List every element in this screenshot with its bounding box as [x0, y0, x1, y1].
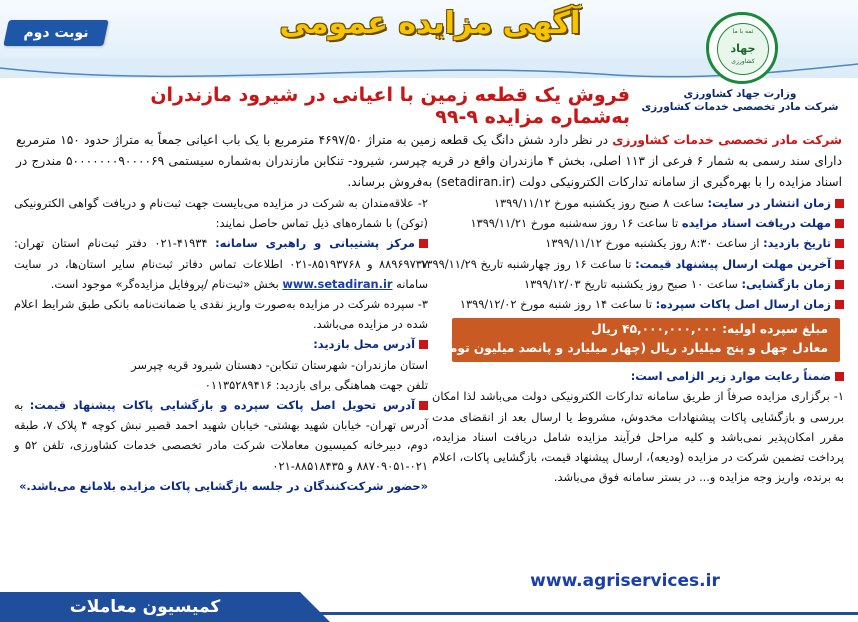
square-bullet-icon — [835, 372, 844, 381]
delivery-address: آدرس تهران- خیابان شهید بهشتی- خیابان شهید احمد قصیر نبش کوچه ۴ پلاک ۷، طبقه دوم، دبیرخانه کمیسیون معاملات شرکت مادر تخصصی خدمات کشاورزی، تلفن ۵۲ و ۰۲۱-۸۸۷۰۹۰۵۱ و ۸۸۵۱۸۴۳۵-۰۲۱ — [14, 418, 429, 473]
jahad-logo — [706, 12, 778, 84]
round-badge-label: نوبت دوم — [23, 25, 89, 41]
notice-subtitle: فروش یک قطعه زمین با اعیانی در شیرود مازندران به‌شماره مزایده ۹-۹۹ — [150, 84, 630, 128]
company-name: شرکت مادر تخصصی خدمات کشاورزی — [612, 133, 842, 147]
logo-main-text: جهاد — [730, 42, 756, 55]
ministry-name — [640, 88, 840, 114]
setadiran-link[interactable]: www.setadiran.ir — [282, 276, 393, 291]
visit-address-heading-row — [14, 334, 428, 354]
ministry-line-1: وزارت جهاد کشاورزی — [683, 88, 797, 100]
square-bullet-icon — [835, 239, 844, 248]
square-bullet-icon — [835, 219, 844, 228]
support-suffix: بخش «ثبت‌نام /پروفایل مزایده‌گر» موجود است. — [50, 276, 283, 291]
logo-top-text: ﺛﻤﻪ با ﻣﺎ — [732, 28, 754, 35]
schedule-row: زمان بازگشایی: ساعت ۱۰ صبح روز یکشنبه تاریخ ۱۳۹۹/۱۲/۰۳ — [432, 274, 844, 294]
closing-note: «حضور شرکت‌کنندگان در جلسه بازگشایی پاکات مزایده بلامانع می‌باشد.» — [19, 478, 428, 493]
deposit-words: معادل چهل و پنج میلیارد ریال (چهار میلیارد و پانصد میلیون تومان) — [429, 341, 828, 356]
schedule-column — [420, 193, 844, 487]
square-bullet-icon — [419, 340, 428, 349]
support-text: ۴۱۹۳۴-۰۲۱ دفتر ثبت‌نام استان تهران: ۸۸۹۶۹۷۳۷ و ۸۵۱۹۳۷۶۸-۰۲۱ اطلاعات تماس دفاتر ثبت‌نام سایر استان‌ها، در سایت سامانه — [14, 236, 428, 291]
support-paragraph — [14, 233, 428, 294]
round-badge — [3, 20, 109, 46]
notes-heading: ضمناً رعایت موارد زیر الزامی است: — [630, 369, 831, 384]
notes-heading-row — [432, 366, 844, 386]
deposit-box — [429, 318, 840, 362]
square-bullet-icon — [835, 260, 844, 269]
deposit-amount: مبلغ سپرده اولیه: ۴۵,۰۰۰,۰۰۰,۰۰۰ ریال — [591, 322, 828, 337]
schedule-row: مهلت دریافت اسناد مزایده تا ساعت ۱۶ روز سه‌شنبه مورخ ۱۳۹۹/۱۱/۲۱ — [432, 213, 844, 233]
schedule-row: تاریخ بازدید: از ساعت ۸:۳۰ روز یکشنبه مورخ ۱۳۹۹/۱۱/۱۲ — [432, 233, 844, 253]
square-bullet-icon — [835, 199, 844, 208]
schedule-row: زمان انتشار در سایت: ساعت ۸ صبح روز یکشنبه مورخ ۱۳۹۹/۱۱/۱۲ — [432, 193, 844, 213]
square-bullet-icon — [835, 300, 844, 309]
commission-label: کمیسیون معاملات — [69, 597, 221, 617]
schedule-row: آخرین مهلت ارسال پیشنهاد قیمت: تا ساعت ۱۶ روز چهارشنبه تاریخ ۱۳۹۹/۱۱/۲۹ — [432, 254, 844, 274]
note-item-2: ۲- علاقه‌مندان به شرکت در مزایده می‌بایست جهت ثبت‌نام و دریافت گواهی الکترونیکی (توکن) با شماره‌های ذیل تماس حاصل نمایند: — [14, 196, 428, 231]
agriservices-link[interactable]: www.agriservices.ir — [530, 571, 720, 591]
support-label: مرکز پشتیبانی و راهبری سامانه: — [215, 236, 415, 251]
logo-emblem-icon — [717, 23, 769, 75]
square-bullet-icon — [419, 239, 428, 248]
visit-address: استان مازندران- شهرستان تنکابن- دهستان شیرود قریه چپرسر — [131, 357, 428, 372]
ministry-line-2: شرکت مادر تخصصی خدمات کشاورزی — [641, 101, 839, 113]
intro-paragraph — [16, 130, 842, 193]
note-item-1: ۱- برگزاری مزایده صرفاً از طریق سامانه تدارکات الکترونیکی دولت می‌باشد لذا امکان بررسی و بازگشایی پاکات پیشنهادات مخدوش، مشروط یا ارسال بعد از انقضای مدت مقرر امکان‌پذیر نمی‌باشد و کلیه مراحل فرآیند مزایده شامل دریافت اسناد مزایده، پرداخت تضمین شرکت در مزایده (ودیعه)، ارسال پیشنهاد قیمت، بازگشایی پاکات، اعلام به برنده، واریز وجه مزایده و... در بستر سامانه فوق می‌باشد. — [432, 389, 844, 485]
square-bullet-icon — [835, 280, 844, 289]
notice-title: آگهی مزایده عمومی — [279, 6, 581, 41]
note-item-3: ۳- سپرده شرکت در مزایده به‌صورت واریز نقدی یا ضمانت‌نامه بانکی طبق شرایط اعلام شده در مزایده می‌باشد. — [14, 297, 428, 332]
delivery-prefix: به — [14, 398, 30, 413]
contact-column — [14, 193, 428, 496]
delivery-label: آدرس تحویل اصل پاکت سپرده و بازگشایی پاکات پیشنهاد قیمت: — [29, 398, 415, 413]
delivery-paragraph — [14, 395, 428, 476]
square-bullet-icon — [419, 401, 428, 410]
schedule-row: زمان ارسال اصل پاکات سپرده: تا ساعت ۱۴ روز شنبه مورخ ۱۳۹۹/۱۲/۰۲ — [432, 294, 844, 314]
visit-address-label: آدرس محل بازدید: — [313, 337, 415, 352]
footer-divider — [320, 612, 858, 615]
logo-bottom-text: کشاورزی — [731, 58, 755, 65]
visit-phone: تلفن جهت هماهنگی برای بازدید: ۰۱۱۳۵۲۸۹۴۱۶ — [204, 377, 428, 392]
intro-text: در نظر دارد شش دانگ یک قطعه زمین به متراژ ۴۶۹۷/۵۰ مترمربع با یک باب اعیانی جمعاً به متراژ حدود ۱۵۰ مترمربع دارای سند رسمی به شمار ۶ فرعی از ۱۱۳ اصلی، بخش ۴ مازندران واقع در قریه چپرسر، شیرود- تنکابن مازندران به‌شماره سیستمی ۵۰۰۰۰۰۰۰۹۰۰۰۰۶۹ مندرج در اسناد مزایده را با بهره‌گیری از سامانه تدارکات الکترونیکی دولت (setadiran.ir) به‌فروش برساند. — [16, 133, 842, 189]
